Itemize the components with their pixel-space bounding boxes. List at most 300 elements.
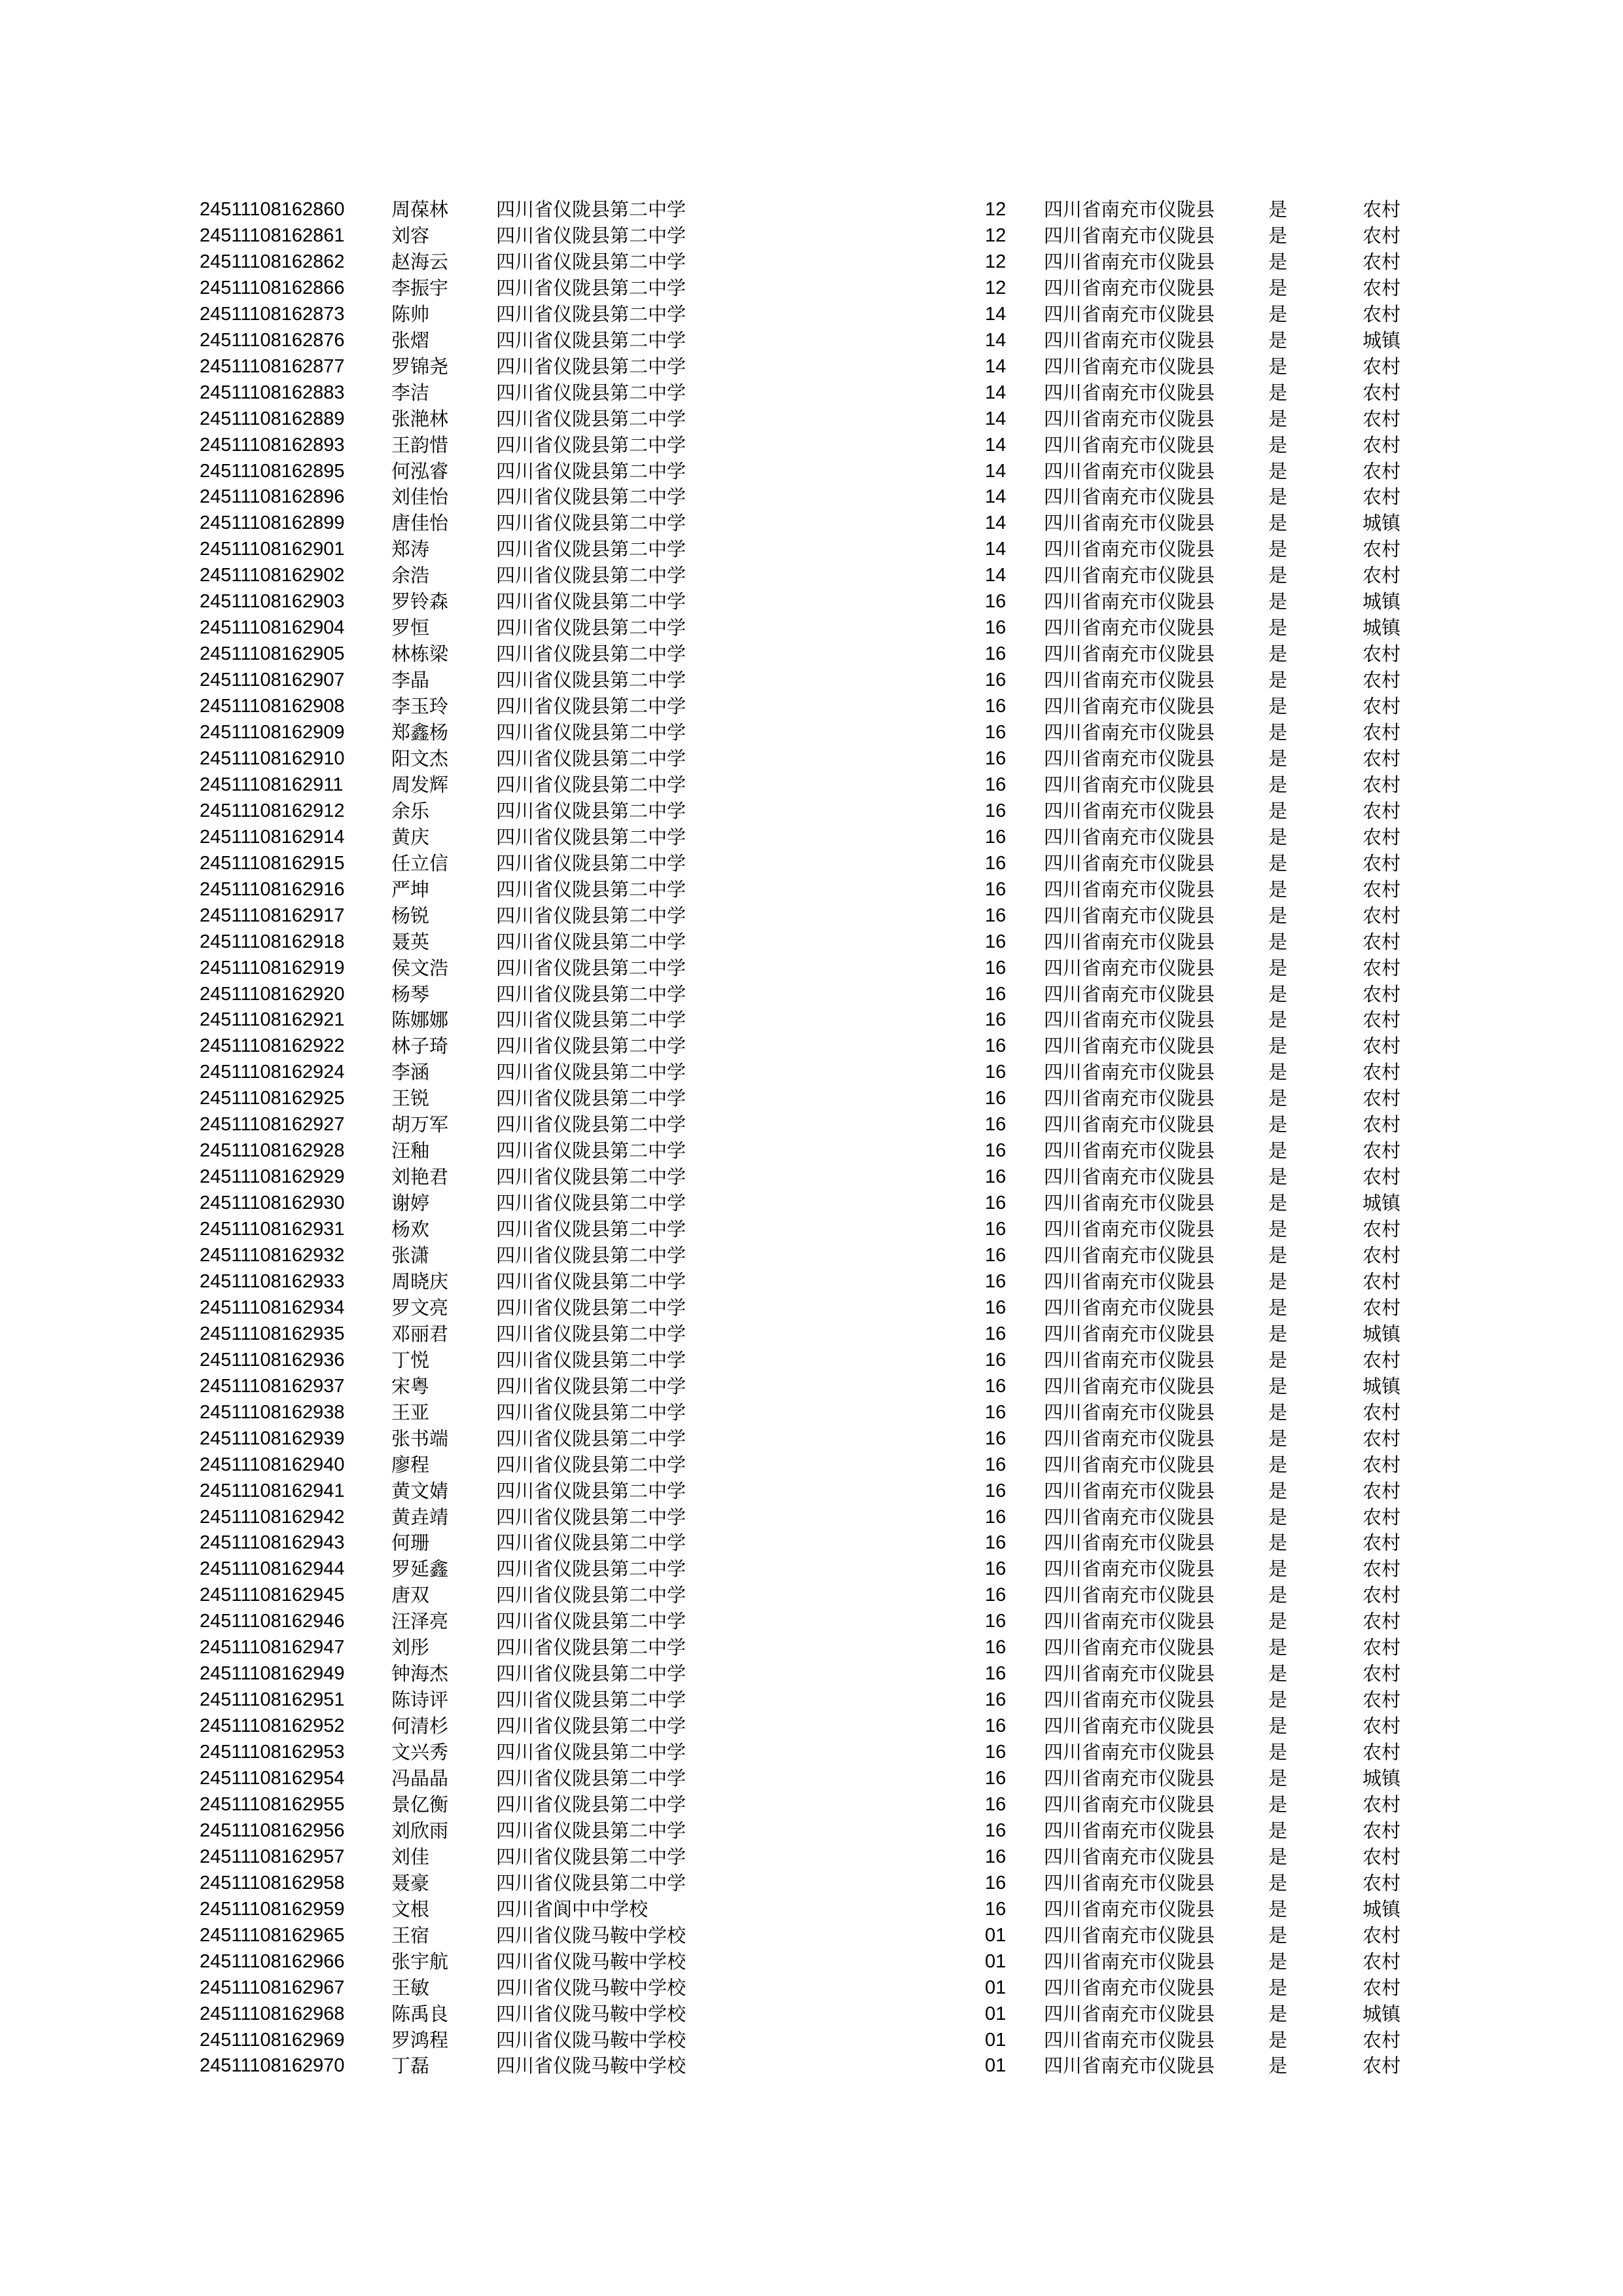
class-code-cell: 16 (985, 1349, 1007, 1371)
table-row (0, 615, 1623, 641)
exam-id-cell: 24511108162968 (200, 2003, 345, 2024)
table-row (0, 510, 1623, 536)
flag-cell: 是 (1268, 721, 1288, 744)
address-cell: 四川省南充市仪陇县 (1044, 486, 1215, 509)
table-row (0, 745, 1623, 772)
school-cell: 四川省仪陇县第二中学 (496, 1767, 687, 1789)
student-list-table (0, 196, 1623, 2094)
flag-cell: 是 (1268, 1558, 1288, 1581)
table-row (0, 223, 1623, 249)
household-type-cell: 农村 (1363, 878, 1401, 901)
flag-cell: 是 (1268, 773, 1288, 796)
school-cell: 四川省仪陇县第二中学 (496, 669, 687, 692)
household-type-cell: 农村 (1363, 1270, 1401, 1293)
table-row (0, 301, 1623, 327)
exam-id-cell: 24511108162866 (200, 277, 345, 298)
class-code-cell: 16 (985, 1898, 1007, 1920)
class-code-cell: 16 (985, 1768, 1007, 1789)
student-name-cell: 郑涛 (391, 538, 430, 561)
address-cell: 四川省南充市仪陇县 (1044, 2002, 1215, 2025)
school-cell: 四川省仪陇县第二中学 (496, 564, 687, 587)
table-row (0, 1373, 1623, 1399)
address-cell: 四川省南充市仪陇县 (1044, 1296, 1215, 1319)
student-name-cell: 黄文婧 (391, 1479, 449, 1502)
table-row (0, 327, 1623, 353)
household-type-cell: 农村 (1363, 1950, 1401, 1973)
household-type-cell: 农村 (1363, 1009, 1401, 1031)
exam-id-cell: 24511108162927 (200, 1114, 345, 1136)
exam-id-cell: 24511108162907 (200, 670, 345, 691)
table-row (0, 719, 1623, 745)
address-cell: 四川省南充市仪陇县 (1044, 590, 1215, 613)
household-type-cell: 农村 (1363, 355, 1401, 378)
exam-id-cell: 24511108162925 (200, 1088, 345, 1109)
household-type-cell: 农村 (1363, 1741, 1401, 1764)
flag-cell: 是 (1268, 878, 1288, 901)
household-type-cell: 农村 (1363, 1636, 1401, 1659)
flag-cell: 是 (1268, 1296, 1288, 1319)
table-row (0, 693, 1623, 719)
table-row (0, 1033, 1623, 1059)
household-type-cell: 农村 (1363, 1871, 1401, 1894)
school-cell: 四川省仪陇县第二中学 (496, 1218, 687, 1241)
table-row (0, 1791, 1623, 1818)
address-cell: 四川省南充市仪陇县 (1044, 1689, 1215, 1712)
student-name-cell: 丁磊 (391, 2054, 430, 2077)
address-cell: 四川省南充市仪陇县 (1044, 1845, 1215, 1868)
school-cell: 四川省仪陇县第二中学 (496, 1035, 687, 1058)
student-name-cell: 何清杉 (391, 1715, 449, 1738)
flag-cell: 是 (1268, 799, 1288, 822)
flag-cell: 是 (1268, 224, 1288, 247)
table-row (0, 1687, 1623, 1713)
student-name-cell: 谢婷 (391, 1192, 430, 1215)
school-cell: 四川省仪陇县第二中学 (496, 433, 687, 456)
table-row (0, 1452, 1623, 1478)
address-cell: 四川省南充市仪陇县 (1044, 1192, 1215, 1215)
household-type-cell: 农村 (1363, 956, 1401, 979)
school-cell: 四川省仪陇县第二中学 (496, 302, 687, 325)
household-type-cell: 农村 (1363, 564, 1401, 587)
student-name-cell: 余浩 (391, 564, 430, 587)
household-type-cell: 农村 (1363, 224, 1401, 247)
household-type-cell: 农村 (1363, 1427, 1401, 1450)
school-cell: 四川省阆中中学校 (496, 1897, 649, 1920)
class-code-cell: 16 (985, 1872, 1007, 1893)
school-cell: 四川省仪陇县第二中学 (496, 276, 687, 299)
address-cell: 四川省南充市仪陇县 (1044, 825, 1215, 848)
address-cell: 四川省南充市仪陇县 (1044, 1662, 1215, 1685)
exam-id-cell: 24511108162916 (200, 878, 345, 900)
school-cell: 四川省仪陇县第二中学 (496, 1662, 687, 1685)
exam-id-cell: 24511108162920 (200, 983, 345, 1005)
student-name-cell: 刘欣雨 (391, 1819, 449, 1842)
school-cell: 四川省仪陇县第二中学 (496, 198, 687, 221)
school-cell: 四川省仪陇县第二中学 (496, 1479, 687, 1502)
flag-cell: 是 (1268, 1610, 1288, 1633)
flag-cell: 是 (1268, 1793, 1288, 1816)
class-code-cell: 16 (985, 905, 1007, 926)
household-type-cell: 农村 (1363, 1558, 1401, 1581)
table-row (0, 955, 1623, 981)
class-code-cell: 01 (985, 2003, 1007, 2024)
flag-cell: 是 (1268, 329, 1288, 351)
flag-cell: 是 (1268, 1192, 1288, 1215)
exam-id-cell: 24511108162928 (200, 1140, 345, 1162)
address-cell: 四川省南充市仪陇县 (1044, 2028, 1215, 2051)
household-type-cell: 农村 (1363, 1584, 1401, 1607)
school-cell: 四川省仪陇县第二中学 (496, 1505, 687, 1528)
exam-id-cell: 24511108162937 (200, 1375, 345, 1397)
address-cell: 四川省南充市仪陇县 (1044, 747, 1215, 770)
class-code-cell: 16 (985, 1793, 1007, 1815)
student-name-cell: 汪泽亮 (391, 1610, 449, 1633)
flag-cell: 是 (1268, 1845, 1288, 1868)
exam-id-cell: 24511108162939 (200, 1427, 345, 1449)
table-row (0, 1634, 1623, 1660)
class-code-cell: 16 (985, 774, 1007, 795)
student-name-cell: 唐双 (391, 1584, 430, 1607)
exam-id-cell: 24511108162954 (200, 1768, 345, 1789)
flag-cell: 是 (1268, 1374, 1288, 1397)
household-type-cell: 农村 (1363, 1139, 1401, 1162)
table-row (0, 2027, 1623, 2053)
class-code-cell: 01 (985, 1950, 1007, 1972)
exam-id-cell: 24511108162876 (200, 329, 345, 351)
exam-id-cell: 24511108162966 (200, 1950, 345, 1972)
household-type-cell: 农村 (1363, 982, 1401, 1005)
class-code-cell: 01 (985, 2055, 1007, 2077)
class-code-cell: 14 (985, 434, 1007, 456)
class-code-cell: 16 (985, 1323, 1007, 1344)
household-type-cell: 城镇 (1363, 2002, 1401, 2025)
flag-cell: 是 (1268, 825, 1288, 848)
flag-cell: 是 (1268, 2028, 1288, 2051)
flag-cell: 是 (1268, 852, 1288, 874)
household-type-cell: 农村 (1363, 1924, 1401, 1946)
flag-cell: 是 (1268, 198, 1288, 221)
table-row (0, 275, 1623, 301)
student-name-cell: 杨琴 (391, 982, 430, 1005)
exam-id-cell: 24511108162932 (200, 1245, 345, 1266)
address-cell: 四川省南充市仪陇县 (1044, 512, 1215, 535)
student-name-cell: 刘艳君 (391, 1166, 449, 1189)
class-code-cell: 16 (985, 1166, 1007, 1188)
table-row (0, 772, 1623, 798)
school-cell: 四川省仪陇县第二中学 (496, 982, 687, 1005)
exam-id-cell: 24511108162922 (200, 1035, 345, 1057)
table-row (0, 1608, 1623, 1634)
address-cell: 四川省南充市仪陇县 (1044, 250, 1215, 273)
address-cell: 四川省南充市仪陇县 (1044, 669, 1215, 692)
exam-id-cell: 24511108162889 (200, 408, 345, 429)
school-cell: 四川省仪陇马鞍中学校 (496, 2054, 687, 2077)
exam-id-cell: 24511108162957 (200, 1846, 345, 1867)
student-name-cell: 景亿衡 (391, 1793, 449, 1816)
exam-id-cell: 24511108162952 (200, 1715, 345, 1737)
student-name-cell: 何泓睿 (391, 459, 449, 482)
exam-id-cell: 24511108162909 (200, 722, 345, 743)
address-cell: 四川省南充市仪陇县 (1044, 1061, 1215, 1084)
table-row (0, 1190, 1623, 1216)
student-name-cell: 罗延鑫 (391, 1558, 449, 1581)
class-code-cell: 16 (985, 1532, 1007, 1554)
school-cell: 四川省仪陇县第二中学 (496, 1166, 687, 1189)
address-cell: 四川省南充市仪陇县 (1044, 773, 1215, 796)
class-code-cell: 16 (985, 1742, 1007, 1763)
class-code-cell: 14 (985, 355, 1007, 377)
flag-cell: 是 (1268, 1087, 1288, 1110)
school-cell: 四川省仪陇县第二中学 (496, 1087, 687, 1110)
address-cell: 四川省南充市仪陇县 (1044, 1427, 1215, 1450)
school-cell: 四川省仪陇县第二中学 (496, 1453, 687, 1476)
student-name-cell: 罗锦尧 (391, 355, 449, 378)
household-type-cell: 农村 (1363, 1453, 1401, 1476)
class-code-cell: 16 (985, 1637, 1007, 1659)
household-type-cell: 城镇 (1363, 1767, 1401, 1789)
exam-id-cell: 24511108162935 (200, 1323, 345, 1344)
exam-id-cell: 24511108162877 (200, 355, 345, 377)
household-type-cell: 农村 (1363, 799, 1401, 822)
flag-cell: 是 (1268, 1139, 1288, 1162)
address-cell: 四川省南充市仪陇县 (1044, 721, 1215, 744)
address-cell: 四川省南充市仪陇县 (1044, 1218, 1215, 1241)
flag-cell: 是 (1268, 982, 1288, 1005)
flag-cell: 是 (1268, 1270, 1288, 1293)
student-name-cell: 张宇航 (391, 1950, 449, 1973)
address-cell: 四川省南充市仪陇县 (1044, 1532, 1215, 1554)
household-type-cell: 农村 (1363, 1166, 1401, 1189)
school-cell: 四川省仪陇县第二中学 (496, 799, 687, 822)
school-cell: 四川省仪陇县第二中学 (496, 1296, 687, 1319)
exam-id-cell: 24511108162861 (200, 224, 345, 246)
class-code-cell: 16 (985, 1454, 1007, 1475)
school-cell: 四川省仪陇县第二中学 (496, 1374, 687, 1397)
class-code-cell: 16 (985, 1035, 1007, 1057)
flag-cell: 是 (1268, 486, 1288, 509)
table-row (0, 1582, 1623, 1608)
student-name-cell: 王锐 (391, 1087, 430, 1110)
flag-cell: 是 (1268, 1689, 1288, 1712)
exam-id-cell: 24511108162883 (200, 382, 345, 403)
flag-cell: 是 (1268, 1061, 1288, 1084)
exam-id-cell: 24511108162860 (200, 199, 345, 220)
table-row (0, 432, 1623, 458)
table-row (0, 249, 1623, 275)
exam-id-cell: 24511108162956 (200, 1820, 345, 1841)
household-type-cell: 农村 (1363, 643, 1401, 666)
table-row (0, 1922, 1623, 1948)
class-code-cell: 14 (985, 408, 1007, 429)
exam-id-cell: 24511108162917 (200, 905, 345, 926)
household-type-cell: 农村 (1363, 381, 1401, 404)
exam-id-cell: 24511108162933 (200, 1270, 345, 1292)
class-code-cell: 16 (985, 1715, 1007, 1737)
class-code-cell: 16 (985, 1009, 1007, 1031)
school-cell: 四川省仪陇县第二中学 (496, 1244, 687, 1266)
class-code-cell: 14 (985, 565, 1007, 586)
student-name-cell: 唐佳怡 (391, 512, 449, 535)
table-row (0, 1948, 1623, 1975)
flag-cell: 是 (1268, 459, 1288, 482)
class-code-cell: 16 (985, 1480, 1007, 1501)
school-cell: 四川省仪陇县第二中学 (496, 1741, 687, 1764)
table-row (0, 1085, 1623, 1111)
school-cell: 四川省仪陇县第二中学 (496, 825, 687, 848)
household-type-cell: 农村 (1363, 198, 1401, 221)
class-code-cell: 16 (985, 800, 1007, 821)
flag-cell: 是 (1268, 1950, 1288, 1973)
school-cell: 四川省仪陇县第二中学 (496, 1845, 687, 1868)
class-code-cell: 16 (985, 957, 1007, 978)
school-cell: 四川省仪陇县第二中学 (496, 1270, 687, 1293)
household-type-cell: 农村 (1363, 721, 1401, 744)
school-cell: 四川省仪陇县第二中学 (496, 1636, 687, 1659)
student-name-cell: 任立信 (391, 852, 449, 874)
class-code-cell: 16 (985, 722, 1007, 743)
exam-id-cell: 24511108162899 (200, 512, 345, 534)
student-name-cell: 周葆林 (391, 198, 449, 221)
table-row (0, 1242, 1623, 1268)
flag-cell: 是 (1268, 669, 1288, 692)
table-row (0, 353, 1623, 380)
student-name-cell: 杨锐 (391, 904, 430, 927)
class-code-cell: 16 (985, 591, 1007, 613)
address-cell: 四川省南充市仪陇县 (1044, 695, 1215, 718)
class-code-cell: 16 (985, 1375, 1007, 1397)
address-cell: 四川省南充市仪陇县 (1044, 329, 1215, 351)
exam-id-cell: 24511108162944 (200, 1558, 345, 1580)
table-row (0, 484, 1623, 510)
school-cell: 四川省仪陇县第二中学 (496, 1061, 687, 1084)
household-type-cell: 农村 (1363, 1715, 1401, 1738)
household-type-cell: 农村 (1363, 1532, 1401, 1554)
exam-id-cell: 24511108162921 (200, 1009, 345, 1031)
school-cell: 四川省仪陇县第二中学 (496, 1532, 687, 1554)
table-row (0, 824, 1623, 850)
student-name-cell: 张滟林 (391, 407, 449, 430)
exam-id-cell: 24511108162911 (200, 774, 344, 795)
household-type-cell: 城镇 (1363, 1322, 1401, 1345)
table-row (0, 667, 1623, 693)
flag-cell: 是 (1268, 1427, 1288, 1450)
flag-cell: 是 (1268, 1819, 1288, 1842)
address-cell: 四川省南充市仪陇县 (1044, 1087, 1215, 1110)
class-code-cell: 16 (985, 1297, 1007, 1318)
student-name-cell: 罗鸿程 (391, 2028, 449, 2051)
school-cell: 四川省仪陇县第二中学 (496, 1401, 687, 1424)
table-row (0, 1347, 1623, 1373)
school-cell: 四川省仪陇县第二中学 (496, 1871, 687, 1894)
school-cell: 四川省仪陇县第二中学 (496, 1819, 687, 1842)
household-type-cell: 农村 (1363, 1113, 1401, 1136)
flag-cell: 是 (1268, 433, 1288, 456)
exam-id-cell: 24511108162959 (200, 1898, 345, 1920)
school-cell: 四川省仪陇县第二中学 (496, 930, 687, 953)
student-name-cell: 余乐 (391, 799, 430, 822)
student-name-cell: 杨欢 (391, 1218, 430, 1241)
flag-cell: 是 (1268, 1715, 1288, 1738)
class-code-cell: 16 (985, 1193, 1007, 1214)
address-cell: 四川省南充市仪陇县 (1044, 1322, 1215, 1345)
address-cell: 四川省南充市仪陇县 (1044, 1166, 1215, 1189)
address-cell: 四川省南充市仪陇县 (1044, 1976, 1215, 1999)
address-cell: 四川省南充市仪陇县 (1044, 224, 1215, 247)
exam-id-cell: 24511108162955 (200, 1793, 345, 1815)
household-type-cell: 城镇 (1363, 512, 1401, 535)
flag-cell: 是 (1268, 1871, 1288, 1894)
table-row (0, 562, 1623, 588)
class-code-cell: 16 (985, 643, 1007, 665)
household-type-cell: 农村 (1363, 904, 1401, 927)
student-name-cell: 胡万军 (391, 1113, 449, 1136)
address-cell: 四川省南充市仪陇县 (1044, 1767, 1215, 1789)
address-cell: 四川省南充市仪陇县 (1044, 1401, 1215, 1424)
exam-id-cell: 24511108162965 (200, 1924, 345, 1946)
class-code-cell: 14 (985, 512, 1007, 534)
address-cell: 四川省南充市仪陇县 (1044, 1871, 1215, 1894)
student-name-cell: 钟海杰 (391, 1662, 449, 1685)
exam-id-cell: 24511108162895 (200, 460, 345, 482)
school-cell: 四川省仪陇县第二中学 (496, 1192, 687, 1215)
household-type-cell: 农村 (1363, 852, 1401, 874)
address-cell: 四川省南充市仪陇县 (1044, 198, 1215, 221)
table-row (0, 1844, 1623, 1870)
class-code-cell: 16 (985, 617, 1007, 639)
flag-cell: 是 (1268, 1218, 1288, 1241)
table-row (0, 1713, 1623, 1739)
student-name-cell: 汪釉 (391, 1139, 430, 1162)
class-code-cell: 16 (985, 1585, 1007, 1606)
flag-cell: 是 (1268, 1453, 1288, 1476)
flag-cell: 是 (1268, 1166, 1288, 1189)
household-type-cell: 农村 (1363, 2028, 1401, 2051)
table-row (0, 1478, 1623, 1504)
table-row (0, 380, 1623, 406)
class-code-cell: 16 (985, 696, 1007, 717)
school-cell: 四川省仪陇马鞍中学校 (496, 1924, 687, 1946)
exam-id-cell: 24511108162862 (200, 251, 345, 272)
exam-id-cell: 24511108162953 (200, 1742, 345, 1763)
student-name-cell: 李振宇 (391, 276, 449, 299)
student-name-cell: 刘佳 (391, 1845, 430, 1868)
class-code-cell: 16 (985, 1114, 1007, 1136)
household-type-cell: 农村 (1363, 1348, 1401, 1371)
address-cell: 四川省南充市仪陇县 (1044, 956, 1215, 979)
household-type-cell: 农村 (1363, 747, 1401, 770)
exam-id-cell: 24511108162901 (200, 539, 345, 560)
household-type-cell: 城镇 (1363, 617, 1401, 639)
household-type-cell: 城镇 (1363, 590, 1401, 613)
table-row (0, 588, 1623, 615)
student-name-cell: 赵海云 (391, 250, 449, 273)
student-name-cell: 林栋梁 (391, 643, 449, 666)
address-cell: 四川省南充市仪陇县 (1044, 407, 1215, 430)
school-cell: 四川省仪陇县第二中学 (496, 512, 687, 535)
student-name-cell: 刘彤 (391, 1636, 430, 1659)
school-cell: 四川省仪陇县第二中学 (496, 878, 687, 901)
student-name-cell: 李洁 (391, 381, 430, 404)
student-name-cell: 严坤 (391, 878, 430, 901)
address-cell: 四川省南充市仪陇县 (1044, 1453, 1215, 1476)
class-code-cell: 16 (985, 670, 1007, 691)
flag-cell: 是 (1268, 381, 1288, 404)
address-cell: 四川省南充市仪陇县 (1044, 1505, 1215, 1528)
address-cell: 四川省南充市仪陇县 (1044, 1479, 1215, 1502)
school-cell: 四川省仪陇县第二中学 (496, 1009, 687, 1031)
address-cell: 四川省南充市仪陇县 (1044, 1741, 1215, 1764)
school-cell: 四川省仪陇县第二中学 (496, 904, 687, 927)
